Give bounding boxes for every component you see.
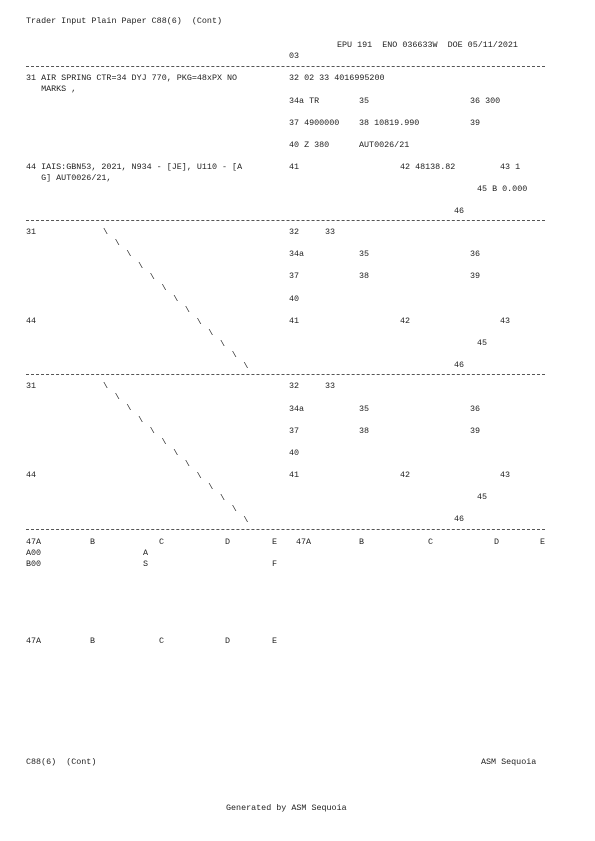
- box47-col-d: D: [225, 636, 231, 646]
- box35: 35: [359, 249, 370, 259]
- box35: 35: [359, 96, 370, 106]
- box40: 40: [289, 294, 300, 304]
- declaration-subcode: 03: [289, 51, 300, 61]
- box38: 38: [359, 271, 370, 281]
- box47-col-b: B: [90, 636, 96, 646]
- box40: 40 Z 380: [289, 140, 330, 150]
- box31: 31: [26, 227, 37, 237]
- box34a: 34a: [289, 249, 305, 259]
- box33: 33: [325, 381, 336, 391]
- box46: 46: [454, 360, 465, 370]
- box41: 41: [289, 316, 300, 326]
- slash-mark: \: [138, 414, 144, 425]
- box41: 41: [289, 470, 300, 480]
- slash-mark: \: [173, 294, 179, 305]
- box33: 33: [325, 227, 336, 237]
- box47-row-a-code: A00: [26, 548, 42, 558]
- slash-mark: \: [208, 327, 214, 338]
- box45: 45: [477, 338, 488, 348]
- slash-mark: \: [114, 238, 120, 249]
- slash-mark: \: [231, 504, 237, 515]
- slash-mark: \: [114, 392, 120, 403]
- box47-row-a-method: A: [143, 548, 149, 558]
- declaration-reference: EPU 191 ENO 036633W DOE 05/11/2021: [337, 40, 518, 50]
- slash-mark: \: [103, 381, 109, 391]
- box37: 37 4900000: [289, 118, 340, 128]
- box31: 31: [26, 381, 37, 391]
- slash-mark: \: [126, 403, 132, 414]
- divider: [26, 66, 545, 67]
- slash-mark: \: [220, 493, 226, 503]
- box45: 45: [477, 492, 488, 502]
- box44-line2: G] AUT0026/21,: [26, 173, 112, 183]
- divider: [26, 220, 545, 221]
- slash-mark: \: [161, 437, 167, 447]
- slash-mark: \: [243, 361, 249, 372]
- slash-mark: \: [161, 283, 167, 293]
- slash-mark: \: [138, 260, 144, 271]
- box41: 41: [289, 162, 300, 172]
- footer-form-name: C88(6) (Cont): [26, 757, 97, 767]
- box39: 39: [470, 426, 481, 436]
- slash-mark: \: [243, 515, 249, 526]
- box47-col-a: 47A: [296, 537, 312, 547]
- box32: 32: [289, 227, 300, 237]
- box39: 39: [470, 118, 481, 128]
- box34a: 34a: [289, 404, 305, 414]
- box44: 44: [26, 470, 37, 480]
- slash-mark: \: [103, 227, 109, 237]
- box46: 46: [454, 206, 465, 216]
- box45: 45 B 0.000: [477, 184, 528, 194]
- box36: 36: [470, 404, 481, 414]
- box38: 38 10819.990: [359, 118, 420, 128]
- box39: 39: [470, 271, 481, 281]
- slash-mark: \: [208, 481, 214, 492]
- box37: 37: [289, 271, 300, 281]
- box47-row-b-method: S: [143, 559, 149, 569]
- slash-mark: \: [196, 470, 202, 481]
- slash-mark: \: [126, 249, 132, 260]
- box32-commodity: 32 02 33 4016995200: [289, 73, 385, 83]
- box42: 42: [400, 470, 411, 480]
- box38: 38: [359, 426, 370, 436]
- slash-mark: \: [184, 305, 190, 316]
- box34a: 34a TR: [289, 96, 320, 106]
- slash-mark: \: [196, 316, 202, 327]
- box47-col-b: B: [90, 537, 96, 547]
- box47-col-a: 47A: [26, 636, 42, 646]
- divider: [26, 529, 545, 530]
- slash-mark: \: [149, 271, 155, 282]
- box44: 44: [26, 316, 37, 326]
- box47-row-b-mop: F: [272, 559, 278, 569]
- slash-mark: \: [231, 350, 237, 361]
- box32: 32: [289, 381, 300, 391]
- slash-mark: \: [220, 339, 226, 349]
- box43: 43: [500, 470, 511, 480]
- box31-description-line1: 31 AIR SPRING CTR=34 DYJ 770, PKG=48xPX NO: [26, 73, 238, 83]
- slash-mark: \: [173, 448, 179, 459]
- box47-col-e: E: [540, 537, 546, 547]
- box47-col-e: E: [272, 537, 278, 547]
- box47-col-d: D: [494, 537, 500, 547]
- box47-col-a: 47A: [26, 537, 42, 547]
- slash-mark: \: [149, 425, 155, 436]
- page-title: Trader Input Plain Paper C88(6) (Cont): [26, 16, 223, 26]
- box37: 37: [289, 426, 300, 436]
- box47-col-b: B: [359, 537, 365, 547]
- box42: 42 48138.82: [400, 162, 456, 172]
- box35: 35: [359, 404, 370, 414]
- box43: 43 1: [500, 162, 521, 172]
- box43: 43: [500, 316, 511, 326]
- box36: 36 300: [470, 96, 501, 106]
- box40-reference: AUT0026/21: [359, 140, 410, 150]
- divider: [26, 374, 545, 375]
- box47-row-b-code: B00: [26, 559, 42, 569]
- box46: 46: [454, 514, 465, 524]
- box47-col-c: C: [428, 537, 434, 547]
- box47-col-d: D: [225, 537, 231, 547]
- footer-brand: ASM Sequoia: [481, 757, 537, 767]
- box47-col-c: C: [159, 537, 165, 547]
- box47-col-e: E: [272, 636, 278, 646]
- box40: 40: [289, 448, 300, 458]
- box42: 42: [400, 316, 411, 326]
- box36: 36: [470, 249, 481, 259]
- generated-by: Generated by ASM Sequoia: [226, 803, 347, 813]
- slash-mark: \: [184, 459, 190, 470]
- box31-description-line2: MARKS ,: [26, 84, 77, 94]
- box47-col-c: C: [159, 636, 165, 646]
- box44-line1: 44 IAIS:GBN53, 2021, N934 - [JE], U110 - [A: [26, 162, 243, 172]
